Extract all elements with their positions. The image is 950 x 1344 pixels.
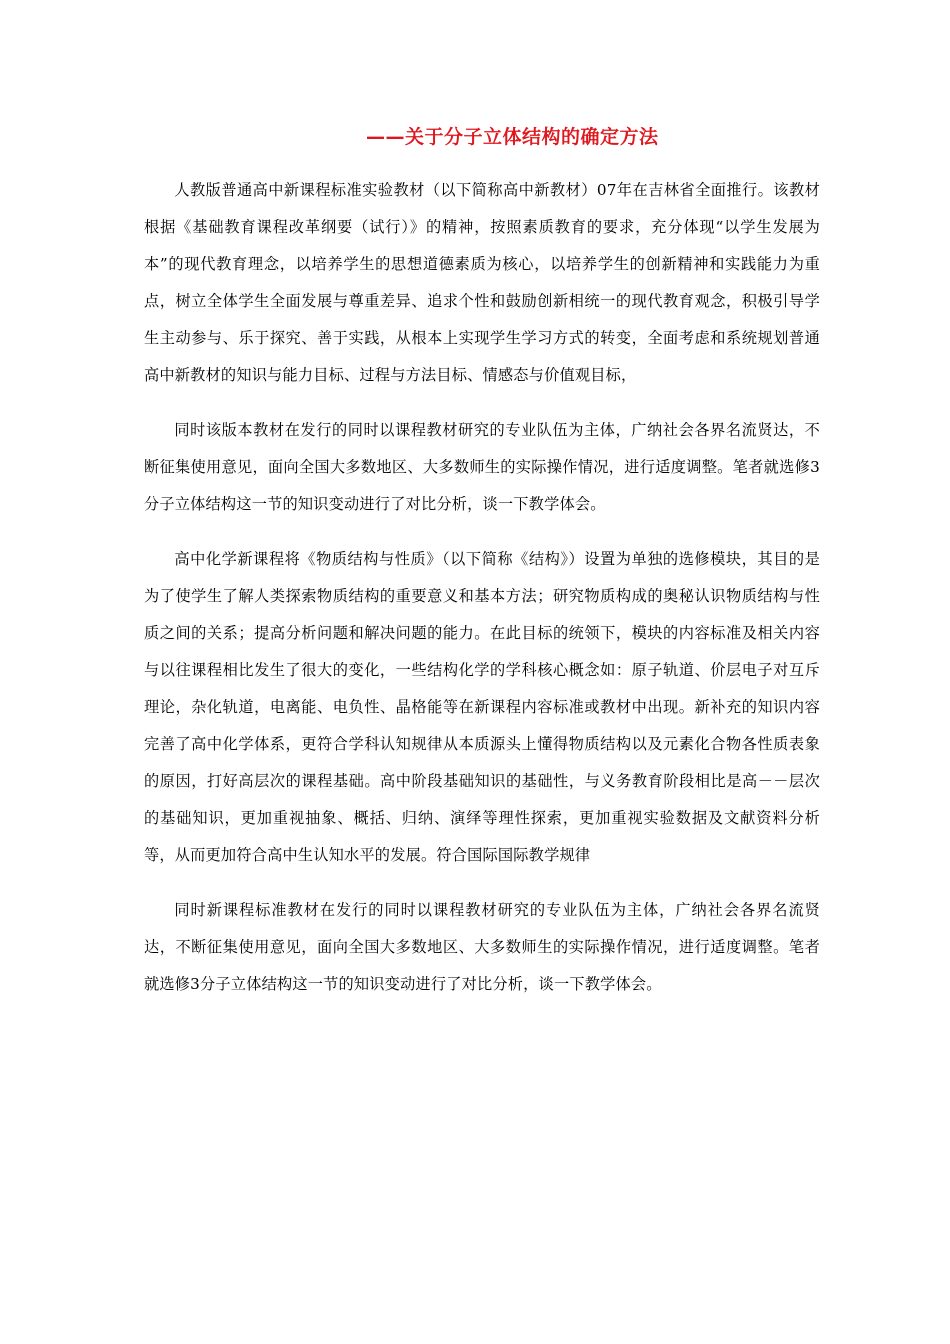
paragraph-1: 人教版普通高中新课程标准实验教材（以下简称高中新教材）07年在吉林省全面推行。该教材根据《基础教育课程改革纲要（试行）》的精神，按照素质教育的要求，充分体现“以学生发展为本”的现代教育理念，以培养学生的思想道德素质为核心，以培养学生的创新精神和实践能力为重点，树立全体学生全面发展与尊重差异、追求个性和鼓励创新相统一的现代教育观念，积极引导学生主动参与、乐于探究、善于实践，从根本上实现学生学习方式的转变，全面考虑和系统规划普通高中新教材的知识与能力目标、过程与方法目标、情感态与价值观目标， [144, 181, 820, 384]
document-body [144, 172, 820, 1025]
document-title: ——关于分子立体结构的确定方法 [366, 126, 659, 148]
paragraph-4: 同时新课程标准教材在发行的同时以课程教材研究的专业队伍为主体，广纳社会各界名流贤达，不断征集使用意见，面向全国大多数地区、大多数师生的实际操作情况，进行适度调整。笔者就选修3分子立体结构这一节的知识变动进行了对比分析，谈一下教学体会。 [144, 901, 820, 993]
paragraph-2: 同时该版本教材在发行的同时以课程教材研究的专业队伍为主体，广纳社会各界名流贤达，不断征集使用意见，面向全国大多数地区、大多数师生的实际操作情况，进行适度调整。笔者就选修3分子立体结构这一节的知识变动进行了对比分析，谈一下教学体会。 [144, 421, 820, 513]
paragraph-3: 高中化学新课程将《物质结构与性质》（以下简称《结构》）设置为单独的选修模块，其目的是为了使学生了解人类探索物质结构的重要意义和基本方法；研究物质构成的奥秘认识物质结构与性质之间的关系；提高分析问题和解决问题的能力。在此目标的统领下，模块的内容标准及相关内容与以往课程相比发生了很大的变化，一些结构化学的学科核心概念如：原子轨道、价层电子对互斥理论，杂化轨道，电离能、电负性、晶格能等在新课程内容标准或教材中出现。新补充的知识内容完善了高中化学体系，更符合学科认知规律从本质源头上懂得物质结构以及元素化合物各性质表象的原因，打好高层次的课程基础。高中阶段基础知识的基础性，与义务教育阶段相比是高－－层次的基础知识，更加重视抽象、概括、归纳、演绎等理性探索，更加重视实验数据及文献资料分析等，从而更加符合高中生认知水平的发展。符合国际国际教学规律 [144, 550, 820, 864]
